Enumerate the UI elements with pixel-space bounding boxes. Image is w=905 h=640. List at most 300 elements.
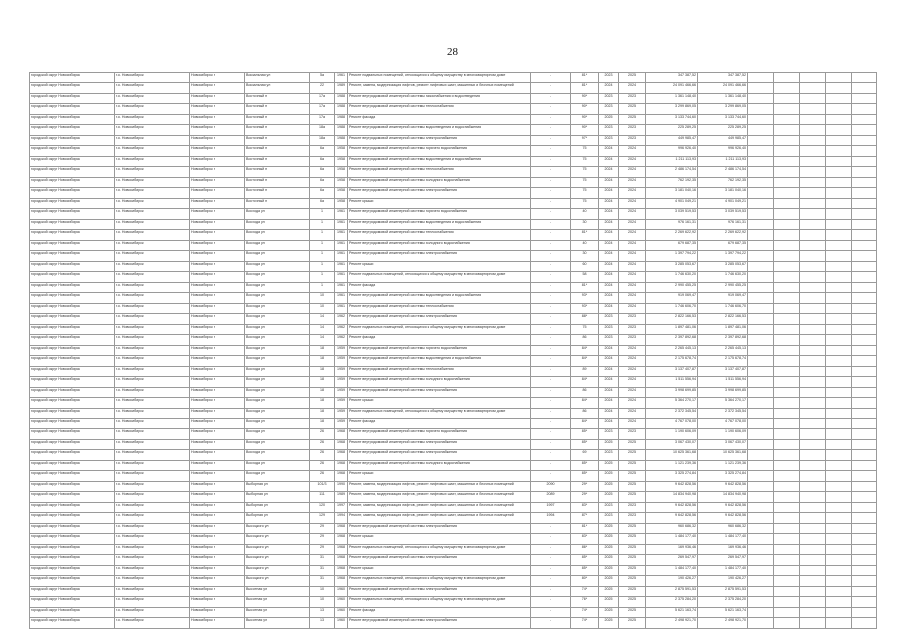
cell-cost-fund: 2 875 591,53: [698, 586, 748, 596]
cell-empty: [800, 565, 826, 575]
cell-street: Восточный п: [245, 135, 310, 145]
cell-start-year: 2024: [599, 272, 619, 282]
cell-end-year: 2024: [619, 156, 646, 166]
cell-cost-fund: 169 936,46: [698, 544, 748, 554]
cell-start-year: 2024: [599, 251, 619, 261]
cell-empty: [826, 439, 852, 449]
cell-work-type: Ремонт, замена, модернизация лифтов, ремонт лифтовых шахт, машинных и блочных помещений: [348, 481, 531, 491]
cell-end-year: 2025: [619, 544, 646, 554]
cell-cost-fund: 2 822 166,53: [698, 314, 748, 324]
cell-locality-short: г.о. Новосибирск: [115, 135, 190, 145]
cell-empty: [852, 125, 877, 135]
cell-city: Новосибирск г: [190, 345, 245, 355]
cell-start-year: 2023: [599, 104, 619, 114]
cell-end-year: 2023: [619, 125, 646, 135]
table-row: [30, 104, 877, 114]
cell-locality-short: г.о. Новосибирск: [115, 261, 190, 271]
cell-empty: [826, 146, 852, 156]
table-row: [30, 618, 877, 628]
cell-work-type: Ремонт крыши: [348, 261, 531, 271]
cell-empty: [748, 209, 774, 219]
cell-municipality: городской округ Новосибирск: [30, 565, 115, 575]
cell-municipality: городской округ Новосибирск: [30, 114, 115, 124]
cell-empty: [826, 135, 852, 145]
cell-locality-short: г.о. Новосибирск: [115, 303, 190, 313]
cell-cost-fund: 2 486 174,54: [698, 167, 748, 177]
cell-start-year: 2023: [599, 73, 619, 83]
table-row: [30, 565, 877, 575]
cell-end-year: 2025: [619, 471, 646, 481]
cell-start-year: 2025: [599, 576, 619, 586]
cell-locality-short: г.о. Новосибирск: [115, 387, 190, 397]
cell-commissioning-year: -: [531, 240, 571, 250]
cell-cost-fund: 919 069,47: [698, 293, 748, 303]
cell-street: Высоцкого ул: [245, 576, 310, 586]
cell-cost-fund: 3 299 869,05: [698, 104, 748, 114]
cell-cost-fund: 3 998 699,85: [698, 387, 748, 397]
cell-cost-fund: 1 361 148,40: [698, 93, 748, 103]
cell-cost-fund: 3 133 744,60: [698, 114, 748, 124]
cell-house-number: 18а: [310, 125, 335, 135]
cell-cost-fund: 2 990 455,25: [698, 282, 748, 292]
cell-empty: [800, 219, 826, 229]
cell-cost-fund: 2 498 921,70: [698, 618, 748, 628]
cell-cost-total: 1 121 239,36: [646, 460, 698, 470]
cell-cost-fund: 225 289,25: [698, 125, 748, 135]
cell-empty: [748, 502, 774, 512]
cell-municipality: городской округ Новосибирск: [30, 73, 115, 83]
cell-cost-total: 960 686,32: [646, 523, 698, 533]
cell-start-year: 2025: [599, 439, 619, 449]
cell-empty: [852, 460, 877, 470]
cell-end-year: 2023: [619, 502, 646, 512]
cell-city: Новосибирск г: [190, 209, 245, 219]
cell-street: Высоцкого ул: [245, 534, 310, 544]
cell-empty: [748, 387, 774, 397]
cell-end-year: 2024: [619, 251, 646, 261]
cell-empty: [774, 555, 800, 565]
cell-empty: [826, 125, 852, 135]
cell-wear-percent: 89: [571, 366, 599, 376]
cell-street: Восточный п: [245, 93, 310, 103]
cell-commissioning-year: -: [531, 586, 571, 596]
cell-street: Высотная ул: [245, 618, 310, 628]
cell-empty: [852, 555, 877, 565]
cell-wear-percent: 85*: [571, 565, 599, 575]
cell-empty: [800, 314, 826, 324]
cell-house-number: 18: [310, 356, 335, 366]
cell-empty: [852, 114, 877, 124]
cell-cost-total: 1 511 556,94: [646, 377, 698, 387]
cell-wear-percent: 80*: [571, 576, 599, 586]
cell-end-year: 2025: [619, 439, 646, 449]
cell-locality-short: г.о. Новосибирск: [115, 607, 190, 617]
cell-start-year: 2023: [599, 429, 619, 439]
cell-street: Восхода ул: [245, 387, 310, 397]
cell-empty: [748, 345, 774, 355]
cell-empty: [748, 177, 774, 187]
cell-build-year: 1968: [335, 439, 348, 449]
cell-end-year: 2025: [619, 618, 646, 628]
cell-end-year: 2024: [619, 209, 646, 219]
cell-empty: [852, 93, 877, 103]
cell-empty: [852, 398, 877, 408]
cell-work-type: Ремонт внутридомовой инженерной системы горячего водоснабжения: [348, 429, 531, 439]
cell-house-number: 31: [310, 576, 335, 586]
cell-build-year: 1962: [335, 335, 348, 345]
cell-build-year: 1958: [335, 198, 348, 208]
cell-cost-total: 1 484 177,40: [646, 565, 698, 575]
cell-cost-fund: 1 121 239,36: [698, 460, 748, 470]
cell-empty: [800, 398, 826, 408]
cell-empty: [748, 544, 774, 554]
cell-wear-percent: 87*: [571, 513, 599, 523]
cell-street: Высоцкого ул: [245, 523, 310, 533]
cell-empty: [748, 114, 774, 124]
cell-empty: [748, 471, 774, 481]
cell-end-year: 2024: [619, 398, 646, 408]
cell-empty: [852, 565, 877, 575]
cell-empty: [774, 544, 800, 554]
cell-build-year: 1960: [335, 607, 348, 617]
cell-cost-total: 225 289,25: [646, 125, 698, 135]
cell-locality-short: г.о. Новосибирск: [115, 272, 190, 282]
cell-start-year: 2025: [599, 481, 619, 491]
cell-wear-percent: 75: [571, 167, 599, 177]
cell-wear-percent: 81*: [571, 230, 599, 240]
cell-start-year: 2023: [599, 324, 619, 334]
cell-build-year: 1961: [335, 240, 348, 250]
cell-build-year: 1961: [335, 73, 348, 83]
cell-street: Выборная ул: [245, 502, 310, 512]
cell-empty: [826, 156, 852, 166]
cell-empty: [800, 324, 826, 334]
cell-municipality: городской округ Новосибирск: [30, 314, 115, 324]
cell-city: Новосибирск г: [190, 177, 245, 187]
cell-end-year: 2025: [619, 450, 646, 460]
cell-empty: [826, 471, 852, 481]
cell-street: Высотная ул: [245, 597, 310, 607]
cell-municipality: городской округ Новосибирск: [30, 398, 115, 408]
cell-empty: [774, 345, 800, 355]
cell-work-type: Ремонт внутридомовой инженерной системы газоснабжения и водоотведения: [348, 93, 531, 103]
cell-empty: [800, 303, 826, 313]
cell-street: Восхода ул: [245, 366, 310, 376]
cell-empty: [852, 345, 877, 355]
cell-municipality: городской округ Новосибирск: [30, 83, 115, 93]
cell-empty: [774, 398, 800, 408]
cell-wear-percent: 85*: [571, 471, 599, 481]
cell-work-type: Ремонт внутридомовой инженерной системы электроснабжения: [348, 135, 531, 145]
cell-municipality: городской округ Новосибирск: [30, 502, 115, 512]
cell-street: Восхода ул: [245, 303, 310, 313]
cell-cost-total: 3 137 407,87: [646, 366, 698, 376]
cell-work-type: Ремонт внутридомовой инженерной системы горячего водоснабжения: [348, 209, 531, 219]
cell-empty: [748, 481, 774, 491]
cell-end-year: 2025: [619, 104, 646, 114]
cell-build-year: 1961: [335, 293, 348, 303]
cell-house-number: 22: [310, 83, 335, 93]
cell-cost-total: 1 211 113,93: [646, 156, 698, 166]
cell-empty: [852, 471, 877, 481]
cell-city: Новосибирск г: [190, 366, 245, 376]
cell-locality-short: г.о. Новосибирск: [115, 240, 190, 250]
cell-city: Новосибирск г: [190, 429, 245, 439]
cell-empty: [852, 576, 877, 586]
cell-empty: [774, 209, 800, 219]
cell-build-year: 1959: [335, 356, 348, 366]
cell-street: Восточный п: [245, 146, 310, 156]
table-row: [30, 460, 877, 470]
cell-municipality: городской округ Новосибирск: [30, 93, 115, 103]
cell-city: Новосибирск г: [190, 471, 245, 481]
cell-empty: [826, 597, 852, 607]
table-row: [30, 377, 877, 387]
cell-empty: [774, 450, 800, 460]
cell-house-number: 18: [310, 387, 335, 397]
cell-build-year: 1988: [335, 114, 348, 124]
cell-empty: [774, 429, 800, 439]
cell-city: Новосибирск г: [190, 387, 245, 397]
cell-empty: [826, 251, 852, 261]
cell-house-number: 10: [310, 293, 335, 303]
cell-street: Восхода ул: [245, 219, 310, 229]
cell-wear-percent: 90*: [571, 125, 599, 135]
cell-build-year: 1960: [335, 586, 348, 596]
cell-empty: [852, 146, 877, 156]
cell-city: Новосибирск г: [190, 607, 245, 617]
cell-street: Высоцкого ул: [245, 565, 310, 575]
cell-empty: [800, 607, 826, 617]
cell-build-year: 1968: [335, 429, 348, 439]
cell-empty: [852, 450, 877, 460]
cell-work-type: Ремонт крыши: [348, 198, 531, 208]
cell-empty: [800, 293, 826, 303]
cell-wear-percent: 29*: [571, 492, 599, 502]
cell-empty: [852, 198, 877, 208]
cell-city: Новосибирск г: [190, 230, 245, 240]
cell-house-number: 26: [310, 429, 335, 439]
cell-empty: [800, 240, 826, 250]
cell-house-number: 17а: [310, 93, 335, 103]
cell-build-year: 1959: [335, 408, 348, 418]
cell-locality-short: г.о. Новосибирск: [115, 335, 190, 345]
cell-commissioning-year: -: [531, 83, 571, 93]
table-row: [30, 125, 877, 135]
cell-work-type: Ремонт внутридомовой инженерной системы теплоснабжения: [348, 366, 531, 376]
cell-wear-percent: 74*: [571, 607, 599, 617]
cell-cost-total: 2 372 345,54: [646, 408, 698, 418]
cell-city: Новосибирск г: [190, 576, 245, 586]
cell-empty: [852, 230, 877, 240]
cell-house-number: 6а: [310, 146, 335, 156]
cell-cost-fund: 996 926,40: [698, 146, 748, 156]
cell-start-year: 2024: [599, 167, 619, 177]
table-row: [30, 387, 877, 397]
table-row: [30, 481, 877, 491]
cell-cost-total: 190 426,27: [646, 576, 698, 586]
cell-start-year: 2024: [599, 83, 619, 93]
cell-build-year: 1997: [335, 502, 348, 512]
cell-work-type: Ремонт внутридомовой инженерной системы электроснабжения: [348, 450, 531, 460]
cell-cost-fund: 347 387,52: [698, 73, 748, 83]
cell-build-year: 1968: [335, 471, 348, 481]
cell-house-number: 1: [310, 240, 335, 250]
cell-empty: [748, 418, 774, 428]
cell-start-year: 2024: [599, 387, 619, 397]
cell-street: Высотная ул: [245, 607, 310, 617]
cell-end-year: 2025: [619, 597, 646, 607]
cell-street: Вокзальная ул: [245, 83, 310, 93]
cell-build-year: 1968: [335, 555, 348, 565]
cell-locality-short: г.о. Новосибирск: [115, 502, 190, 512]
cell-wear-percent: 86*: [571, 544, 599, 554]
cell-house-number: 18а: [310, 135, 335, 145]
cell-city: Новосибирск г: [190, 450, 245, 460]
cell-locality-short: г.о. Новосибирск: [115, 177, 190, 187]
cell-municipality: городской округ Новосибирск: [30, 240, 115, 250]
cell-start-year: 2024: [599, 198, 619, 208]
cell-end-year: 2024: [619, 261, 646, 271]
cell-commissioning-year: -: [531, 167, 571, 177]
cell-street: Восточный п: [245, 156, 310, 166]
cell-cost-total: 3 998 699,85: [646, 387, 698, 397]
cell-city: Новосибирск г: [190, 272, 245, 282]
cell-house-number: 111: [310, 492, 335, 502]
cell-start-year: 2024: [599, 209, 619, 219]
cell-locality-short: г.о. Новосибирск: [115, 544, 190, 554]
cell-empty: [774, 104, 800, 114]
table-row: [30, 114, 877, 124]
cell-commissioning-year: -: [531, 135, 571, 145]
cell-empty: [826, 73, 852, 83]
cell-municipality: городской округ Новосибирск: [30, 282, 115, 292]
cell-cost-fund: 1 511 556,94: [698, 377, 748, 387]
cell-start-year: 2025: [599, 555, 619, 565]
cell-cost-fund: 1 397 794,22: [698, 251, 748, 261]
cell-work-type: Ремонт подвальных помещений, относящихся к общему имуществу в многоквартирном доме: [348, 597, 531, 607]
cell-start-year: 2025: [599, 523, 619, 533]
cell-work-type: Ремонт внутридомовой инженерной системы водоотведения и водоснабжения: [348, 219, 531, 229]
cell-empty: [800, 345, 826, 355]
cell-empty: [800, 93, 826, 103]
cell-empty: [774, 230, 800, 240]
cell-house-number: 13: [310, 618, 335, 628]
cell-work-type: Ремонт, замена, модернизация лифтов, ремонт лифтовых шахт, машинных и блочных помещений: [348, 502, 531, 512]
cell-cost-total: 5 364 270,17: [646, 398, 698, 408]
cell-end-year: 2024: [619, 366, 646, 376]
cell-street: Восхода ул: [245, 272, 310, 282]
cell-municipality: городской округ Новосибирск: [30, 460, 115, 470]
cell-empty: [852, 251, 877, 261]
cell-wear-percent: 81*: [571, 282, 599, 292]
cell-wear-percent: 75: [571, 324, 599, 334]
cell-commissioning-year: -: [531, 450, 571, 460]
cell-build-year: 1968: [335, 450, 348, 460]
cell-cost-total: 3 133 744,60: [646, 114, 698, 124]
cell-end-year: 2023: [619, 335, 646, 345]
cell-municipality: городской округ Новосибирск: [30, 146, 115, 156]
cell-work-type: Ремонт внутридомовой инженерной системы водоотведения и водоснабжения: [348, 156, 531, 166]
cell-commissioning-year: -: [531, 156, 571, 166]
cell-empty: [852, 73, 877, 83]
cell-empty: [774, 314, 800, 324]
cell-empty: [748, 324, 774, 334]
cell-build-year: 1959: [335, 418, 348, 428]
cell-empty: [852, 282, 877, 292]
cell-city: Новосибирск г: [190, 492, 245, 502]
cell-municipality: городской округ Новосибирск: [30, 377, 115, 387]
cell-wear-percent: 58: [571, 272, 599, 282]
cell-house-number: 10: [310, 303, 335, 313]
cell-start-year: 2024: [599, 230, 619, 240]
cell-municipality: городской округ Новосибирск: [30, 272, 115, 282]
cell-city: Новосибирск г: [190, 460, 245, 470]
cell-start-year: 2024: [599, 240, 619, 250]
cell-work-type: Ремонт, замена, модернизация лифтов, ремонт лифтовых шахт, машинных и блочных помещений: [348, 513, 531, 523]
cell-street: Восхода ул: [245, 209, 310, 219]
cell-commissioning-year: -: [531, 523, 571, 533]
cell-empty: [826, 607, 852, 617]
cell-empty: [748, 261, 774, 271]
cell-start-year: 2024: [599, 356, 619, 366]
cell-house-number: 1: [310, 251, 335, 261]
cell-work-type: Ремонт, замена, модернизация лифтов, ремонт лифтовых шахт, машинных и блочных помещений: [348, 83, 531, 93]
cell-end-year: 2024: [619, 418, 646, 428]
cell-empty: [774, 534, 800, 544]
cell-wear-percent: 74*: [571, 618, 599, 628]
cell-empty: [748, 429, 774, 439]
cell-empty: [748, 230, 774, 240]
cell-locality-short: г.о. Новосибирск: [115, 534, 190, 544]
cell-commissioning-year: -: [531, 261, 571, 271]
cell-municipality: городской округ Новосибирск: [30, 104, 115, 114]
cell-cost-total: 996 926,40: [646, 146, 698, 156]
cell-street: Выборная ул: [245, 513, 310, 523]
cell-start-year: 2025: [599, 586, 619, 596]
table-row: [30, 156, 877, 166]
cell-locality-short: г.о. Новосибирск: [115, 345, 190, 355]
cell-cost-fund: 190 426,27: [698, 576, 748, 586]
cell-empty: [826, 481, 852, 491]
cell-municipality: городской округ Новосибирск: [30, 251, 115, 261]
cell-work-type: Ремонт, замена, модернизация лифтов, ремонт лифтовых шахт, машинных и блочных помещений: [348, 492, 531, 502]
cell-house-number: 29: [310, 534, 335, 544]
cell-commissioning-year: -: [531, 345, 571, 355]
cell-empty: [748, 83, 774, 93]
cell-end-year: 2024: [619, 188, 646, 198]
cell-house-number: 6а: [310, 156, 335, 166]
capital-repair-table-sheet: [29, 72, 876, 629]
cell-empty: [748, 335, 774, 345]
cell-empty: [800, 377, 826, 387]
cell-empty: [748, 135, 774, 145]
cell-cost-fund: 3 181 040,16: [698, 188, 748, 198]
cell-cost-fund: 2 269 622,92: [698, 230, 748, 240]
cell-commissioning-year: 2090: [531, 481, 571, 491]
cell-end-year: 2024: [619, 293, 646, 303]
cell-empty: [800, 523, 826, 533]
cell-house-number: 120: [310, 502, 335, 512]
cell-commissioning-year: -: [531, 272, 571, 282]
cell-house-number: 31: [310, 565, 335, 575]
cell-empty: [826, 398, 852, 408]
cell-start-year: 2023: [599, 513, 619, 523]
cell-city: Новосибирск г: [190, 93, 245, 103]
cell-end-year: 2024: [619, 345, 646, 355]
cell-empty: [826, 261, 852, 271]
cell-end-year: 2025: [619, 586, 646, 596]
